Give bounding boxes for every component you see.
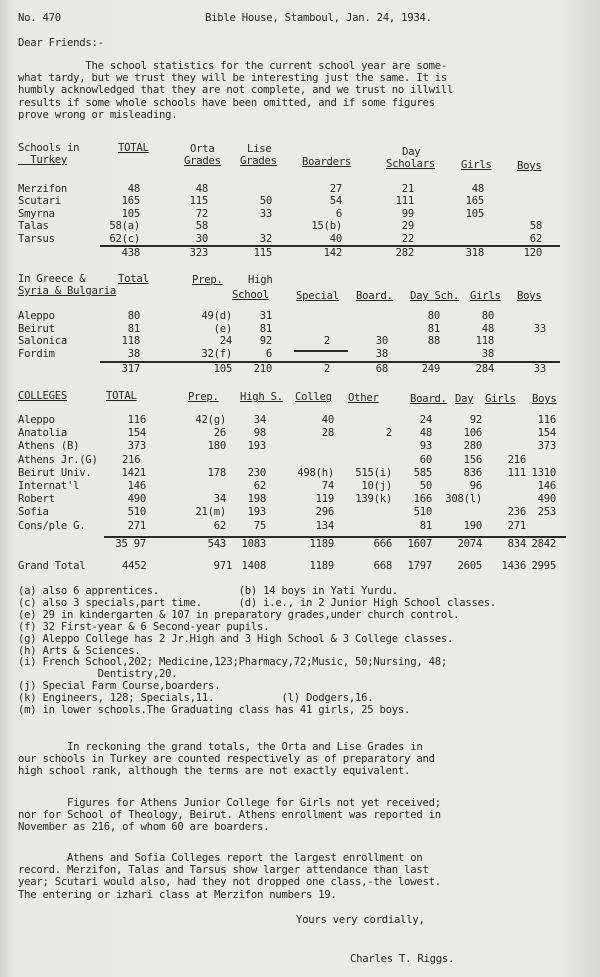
colleges-cell-prep: 180 <box>207 440 226 453</box>
colleges-cell-high-school: 193 <box>247 440 266 453</box>
colleges-cell-board: 48 <box>419 427 432 440</box>
colleges-cell-board: 81 <box>419 519 432 532</box>
colleges-cell-day: 190 <box>463 519 482 532</box>
turkey-cell-day-scholars: 111 <box>395 195 414 208</box>
greece-cell-total: 81 <box>127 322 140 335</box>
turkey-col-girls: Girls <box>461 159 492 171</box>
turkey-total-lise: 115 <box>253 247 272 259</box>
turkey-total-girls: 318 <box>465 247 484 259</box>
turkey-col-orta-line2: Grades <box>184 155 221 167</box>
salutation: Dear Friends:- <box>18 37 104 49</box>
greece-cell-board: 30 <box>375 335 388 347</box>
turkey-col-lise-line2: Grades <box>240 155 277 167</box>
grand-total-other: 668 <box>373 560 392 572</box>
turkey-col-name-line1: Schools in <box>18 142 80 154</box>
turkey-col-day-line2: Scholars <box>386 158 436 170</box>
turkey-col-name-line2: Turkey <box>18 154 68 166</box>
colleges-cell-prep: 34 <box>213 493 226 506</box>
colleges-cell-board: 93 <box>419 440 432 453</box>
turkey-col-day-line1: Day <box>402 146 421 158</box>
colleges-col-name: COLLEGES <box>18 390 68 402</box>
turkey-col-orta-line1: Orta <box>190 143 215 155</box>
colleges-cell-college-name: Sofia <box>18 506 49 519</box>
greece-total-boys: 33 <box>533 363 546 375</box>
colleges-total-high-school: 1083 <box>241 538 266 550</box>
colleges-cell-board: 60 <box>419 453 432 466</box>
colleges-cell-college-name: Athens (B) <box>18 440 80 453</box>
paragraph-athens: Figures for Athens Junior College for Girls not yet received; nor for School of Theology, Beirut. Athens enrollment was reported in November as 216, of whom 60 are boarders. <box>18 797 441 834</box>
colleges-cell-board: 510 <box>413 506 432 519</box>
colleges-col-girls: Girls <box>485 393 516 405</box>
turkey-cell-boys: 62 <box>529 232 542 245</box>
letter-place-date: Bible House, Stamboul, Jan. 24, 1934. <box>205 12 432 24</box>
footnote-line: (f) 32 First-year & 6 Second-year pupils. <box>18 620 270 633</box>
grand-total-board: 1797 <box>407 560 432 572</box>
turkey-cell-orta: 48 <box>195 183 208 195</box>
greece-cell-day-school: 88 <box>427 335 440 347</box>
colleges-cell-college-name: Anatolia <box>18 427 68 440</box>
colleges-col-other: Other <box>348 392 379 404</box>
footnote-line: Dentistry,20. <box>18 668 178 681</box>
colleges-cell-day: 92 <box>469 414 482 426</box>
grand-total-college: 1189 <box>309 560 334 572</box>
turkey-cell-boarders: 54 <box>329 195 342 208</box>
closing: Yours very cordially, <box>296 914 425 926</box>
turkey-cell-boarders: 6 <box>335 207 342 220</box>
greece-cell-girls: 80 <box>481 310 494 322</box>
greece-cell-school-name: Aleppo <box>18 310 55 322</box>
colleges-cell-day: 280 <box>463 440 482 453</box>
turkey-cell-orta: 30 <box>195 232 208 245</box>
greece-col-daysch: Day Sch. <box>410 290 460 302</box>
colleges-col-colleg: Colleg <box>295 391 332 403</box>
colleges-cell-college: 40 <box>321 414 334 426</box>
greece-total-prep: 105 <box>213 363 232 375</box>
colleges-cell-college: 74 <box>321 480 334 492</box>
colleges-col-high: High S. <box>240 391 283 403</box>
colleges-total-girls: 834 <box>507 538 526 550</box>
colleges-cell-girls: 271 <box>507 519 526 532</box>
colleges-cell-prep: 178 <box>207 466 226 479</box>
grand-total-label: Grand Total <box>18 560 86 572</box>
greece-cell-boys: 33 <box>533 322 546 335</box>
colleges-cell-college-name: Internat'l <box>18 480 80 492</box>
footnote-line: (c) also 3 specials,part time. (d) i.e., in 2 Junior High School classes. <box>18 596 496 609</box>
turkey-cell-day-scholars: 99 <box>401 207 414 220</box>
greece-total-rule <box>100 361 560 363</box>
colleges-total-rule <box>104 536 566 538</box>
greece-col-total: Total <box>118 273 149 285</box>
greece-cell-special: 2 <box>323 335 330 347</box>
colleges-cell-boys: 373 <box>537 440 556 453</box>
greece-cell-prep: 24 <box>219 335 232 347</box>
greece-cell-total: 38 <box>127 347 140 360</box>
colleges-cell-high-school: 34 <box>253 414 266 426</box>
turkey-cell-boarders: 27 <box>329 183 342 195</box>
turkey-cell-school-name: Smyrna <box>18 207 55 220</box>
colleges-cell-high-school: 230 <box>247 466 266 479</box>
grand-total-day: 2605 <box>457 560 482 572</box>
colleges-cell-college: 498(h) <box>297 466 334 479</box>
colleges-total-college: 1189 <box>309 538 334 550</box>
turkey-total-boys: 120 <box>523 247 542 259</box>
colleges-cell-prep: 62 <box>213 519 226 532</box>
colleges-total-day: 2074 <box>457 538 482 550</box>
greece-total-board: 68 <box>375 363 388 375</box>
colleges-cell-other: 10(j) <box>361 480 392 492</box>
colleges-cell-girls: 236 <box>507 506 526 519</box>
turkey-col-total: TOTAL <box>118 142 149 154</box>
turkey-cell-total: 105 <box>121 207 140 220</box>
colleges-cell-high-school: 198 <box>247 493 266 506</box>
colleges-cell-day: 836 <box>463 466 482 479</box>
greece-total-high-school: 210 <box>253 363 272 375</box>
turkey-total-orta: 323 <box>189 247 208 259</box>
greece-cell-prep: 32(f) <box>201 347 232 360</box>
colleges-cell-total: 510 <box>127 506 146 519</box>
greece-cell-prep: (e) <box>213 322 232 335</box>
footnote-line: (g) Aleppo College has 2 Jr.High and 3 High School & 3 College classes. <box>18 632 454 645</box>
footnote-line: (j) Special Farm Course,boarders. <box>18 680 221 693</box>
turkey-total-day-scholars: 282 <box>395 247 414 259</box>
letter-number: No. 470 <box>18 12 61 24</box>
intro-paragraph: The school statistics for the current school year are some- what tardy, but we trust they will be interesting just the same. It is humbly acknowledged that they are not complete, and we trust no illwill results if some whole schools have been omitted, and if some figures prove wrong or misleading. <box>18 60 454 121</box>
turkey-cell-girls: 48 <box>471 183 484 195</box>
turkey-cell-total: 62(c) <box>109 232 140 245</box>
greece-total-girls: 284 <box>475 363 494 375</box>
turkey-cell-girls: 105 <box>465 207 484 220</box>
colleges-cell-other: 139(k) <box>355 493 392 506</box>
colleges-cell-day: 308(l) <box>445 493 482 506</box>
turkey-total-rule <box>100 245 560 247</box>
colleges-cell-high-school: 62 <box>253 480 266 492</box>
turkey-col-lise-line1: Lise <box>247 143 272 155</box>
greece-total-total: 317 <box>121 363 140 375</box>
turkey-cell-school-name: Scutari <box>18 195 61 208</box>
greece-cell-girls: 118 <box>475 335 494 347</box>
colleges-cell-day: 96 <box>469 480 482 492</box>
greece-col-boys: Boys <box>517 290 542 302</box>
colleges-cell-total: 490 <box>127 493 146 506</box>
greece-cell-day-school: 80 <box>427 310 440 322</box>
colleges-col-board: Board. <box>410 393 447 405</box>
paragraph-grand-totals: In reckoning the grand totals, the Orta and Lise Grades in our schools in Turkey are counted respectively as of preparatory and high school rank, although the terms are not exactly equivalent. <box>18 741 435 778</box>
colleges-cell-total: 146 <box>127 480 146 492</box>
greece-cell-total: 118 <box>121 335 140 347</box>
colleges-cell-boys: 490 <box>537 493 556 506</box>
colleges-cell-boys: 1310 <box>531 466 556 479</box>
greece-cell-high-school: 6 <box>265 347 272 360</box>
colleges-cell-college: 28 <box>321 427 334 440</box>
colleges-cell-boys: 146 <box>537 480 556 492</box>
turkey-cell-day-scholars: 29 <box>401 220 414 233</box>
turkey-cell-total: 48 <box>127 183 140 195</box>
greece-cell-prep: 49(d) <box>201 310 232 322</box>
turkey-cell-orta: 72 <box>195 207 208 220</box>
footnote-line: (m) in lower schools.The Graduating class has 41 girls, 25 boys. <box>18 704 411 716</box>
colleges-cell-college: 296 <box>315 506 334 519</box>
grand-total-girls: 1436 <box>501 560 526 572</box>
greece-col-name-line2: Syria & Bulgaria <box>18 285 117 297</box>
footnote-line: (k) Engineers, 128; Specials,11. (l) Dodgers,16. <box>18 692 374 705</box>
colleges-cell-college: 134 <box>315 519 334 532</box>
paragraph-enrollment: Athens and Sofia Colleges report the largest enrollment on record. Merzifon, Talas and Tarsus show larger attendance than last year; Scutari would also, had they not dropped one class,-the lowest. The entering or izhari class at Merzifon numbers 19. <box>18 852 441 901</box>
colleges-col-prep: Prep. <box>188 391 219 403</box>
footnote-line: (h) Arts & Sciences. <box>18 644 141 657</box>
colleges-cell-prep: 26 <box>213 427 226 440</box>
greece-cell-girls: 48 <box>481 322 494 335</box>
greece-cell-day-school: 81 <box>427 322 440 335</box>
greece-cell-school-name: Salonica <box>18 335 68 347</box>
colleges-cell-total: 1421 <box>121 466 146 479</box>
colleges-cell-college-name: Robert <box>18 493 55 506</box>
turkey-cell-school-name: Tarsus <box>18 232 55 245</box>
footnote-line: (e) 29 in kindergarten & 107 in preparatory grades,under church control. <box>18 608 460 621</box>
turkey-total-boarders: 142 <box>323 247 342 259</box>
greece-special-dash <box>294 350 348 352</box>
turkey-col-boys: Boys <box>517 160 542 172</box>
colleges-cell-total: 116 <box>127 414 146 426</box>
greece-cell-girls: 38 <box>481 347 494 360</box>
signature: Charles T. Riggs. <box>350 953 455 965</box>
turkey-cell-orta: 58 <box>195 220 208 233</box>
turkey-cell-orta: 115 <box>189 195 208 208</box>
colleges-cell-total: 373 <box>127 440 146 453</box>
colleges-cell-total: 216 <box>122 453 141 466</box>
colleges-total-other: 666 <box>373 538 392 550</box>
greece-cell-high-school: 31 <box>259 310 272 322</box>
colleges-cell-college: 119 <box>315 493 334 506</box>
colleges-cell-board: 166 <box>413 493 432 506</box>
colleges-cell-other: 2 <box>385 427 392 440</box>
colleges-cell-total: 154 <box>127 427 146 440</box>
colleges-cell-prep: 42(g) <box>195 414 226 426</box>
colleges-total-board: 1607 <box>407 538 432 550</box>
greece-col-high-line2: School <box>232 289 269 301</box>
turkey-col-boarders: Boarders <box>302 156 352 168</box>
turkey-total-total: 438 <box>121 247 140 259</box>
greece-cell-school-name: Fordim <box>18 347 55 360</box>
colleges-cell-board: 24 <box>419 414 432 426</box>
turkey-cell-school-name: Merzifon <box>18 183 68 195</box>
colleges-cell-board: 585 <box>413 466 432 479</box>
colleges-cell-day: 106 <box>463 427 482 440</box>
colleges-col-day: Day <box>455 393 474 405</box>
turkey-cell-day-scholars: 21 <box>401 183 414 195</box>
colleges-col-total: TOTAL <box>106 390 137 402</box>
colleges-cell-college-name: Beirut Univ. <box>18 466 92 479</box>
turkey-cell-lise: 32 <box>259 232 272 245</box>
turkey-cell-lise: 50 <box>259 195 272 208</box>
footnote-line: (a) also 6 apprentices. (b) 14 boys in Yati Yurdu. <box>18 585 398 597</box>
colleges-cell-boys: 154 <box>537 427 556 440</box>
greece-col-prep: Prep. <box>192 274 223 286</box>
colleges-cell-girls: 216 <box>507 453 526 466</box>
colleges-cell-college-name: Cons/ple G. <box>18 519 86 532</box>
greece-cell-high-school: 92 <box>259 335 272 347</box>
grand-total-boys: 2995 <box>531 560 556 572</box>
colleges-cell-high-school: 75 <box>253 519 266 532</box>
greece-cell-high-school: 81 <box>259 322 272 335</box>
grand-total-total: 4452 <box>122 560 147 572</box>
turkey-cell-girls: 165 <box>465 195 484 208</box>
greece-cell-board: 38 <box>375 347 388 360</box>
colleges-total-prep: 543 <box>207 538 226 550</box>
turkey-cell-boarders: 15(b) <box>311 220 342 233</box>
turkey-cell-total: 58(a) <box>109 220 140 233</box>
colleges-cell-college-name: Athens Jr.(G) <box>18 453 98 466</box>
greece-total-special: 2 <box>323 363 330 375</box>
colleges-total-boys: 2842 <box>531 538 556 550</box>
turkey-cell-lise: 33 <box>259 207 272 220</box>
greece-col-girls: Girls <box>470 290 501 302</box>
grand-total-high-school: 1408 <box>241 560 266 572</box>
greece-cell-total: 80 <box>127 310 140 322</box>
colleges-cell-high-school: 98 <box>253 427 266 440</box>
greece-col-name-line1: In Greece & <box>18 273 86 285</box>
footnote-line: (i) French School,202; Medicine,123;Pharmacy,72;Music, 50;Nursing, 48; <box>18 656 447 669</box>
greece-cell-school-name: Beirut <box>18 322 55 335</box>
colleges-cell-high-school: 193 <box>247 506 266 519</box>
greece-col-special: Special <box>296 290 339 302</box>
turkey-cell-day-scholars: 22 <box>401 232 414 245</box>
turkey-cell-school-name: Talas <box>18 220 49 233</box>
colleges-cell-prep: 21(m) <box>195 506 226 519</box>
grand-total-prep: 971 <box>213 560 232 572</box>
colleges-cell-other: 515(i) <box>355 466 392 479</box>
colleges-cell-boys: 253 <box>537 506 556 519</box>
turkey-cell-boys: 58 <box>529 220 542 233</box>
colleges-total-total: 35 97 <box>115 538 146 550</box>
colleges-cell-board: 50 <box>419 480 432 492</box>
turkey-cell-total: 165 <box>121 195 140 208</box>
colleges-cell-boys: 116 <box>537 414 556 426</box>
colleges-cell-college-name: Aleppo <box>18 414 55 426</box>
turkey-cell-boarders: 40 <box>329 232 342 245</box>
greece-col-board: Board. <box>356 290 393 302</box>
colleges-cell-day: 156 <box>463 453 482 466</box>
colleges-col-boys: Boys <box>532 393 557 405</box>
colleges-cell-girls: 111 <box>507 466 526 479</box>
greece-total-day-school: 249 <box>421 363 440 375</box>
colleges-cell-total: 271 <box>127 519 146 532</box>
greece-col-high-line1: High <box>248 274 273 286</box>
